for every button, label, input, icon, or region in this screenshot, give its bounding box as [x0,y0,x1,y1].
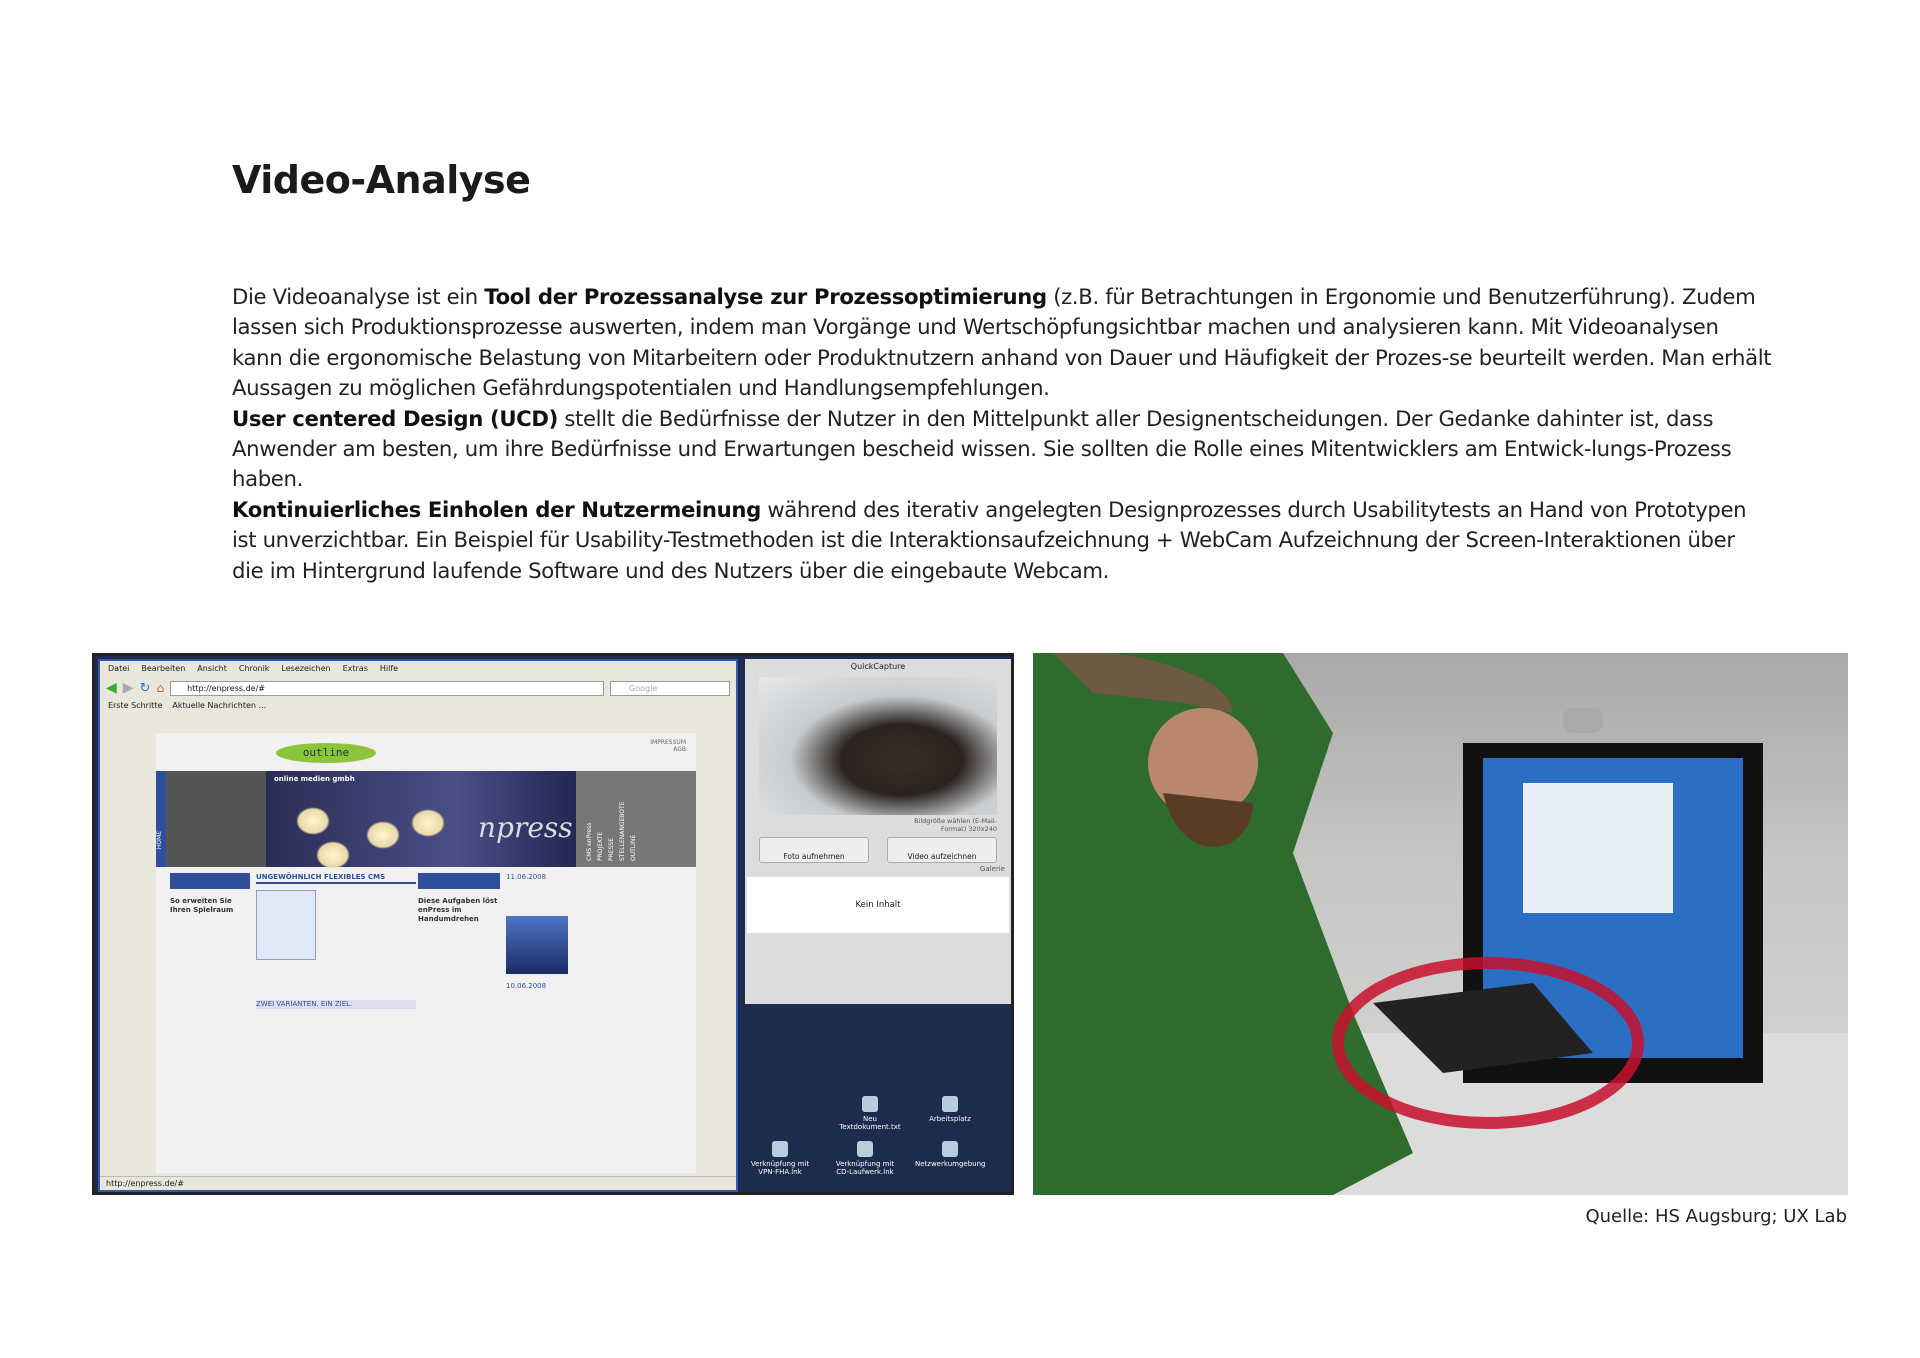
url-field: http://enpress.de/# [170,681,604,696]
menu-lesezeichen: Lesezeichen [281,664,331,673]
nav-stellen: STELLENANGEBOTE [619,801,626,861]
video-button: Video aufzeichnen [887,837,997,863]
page-title: Video-Analyse [232,158,531,202]
desktop-icon-label: Arbeitsplatz [929,1115,971,1123]
desktop-icon-label: Netzwerkumgebung [915,1160,986,1168]
nav-projekte: PROJEKTE [597,832,604,861]
webcam-preview [759,677,997,815]
news-column [506,873,576,991]
gallery-empty: Kein Inhalt [747,877,1009,933]
webcam-icon [1563,708,1603,733]
nav-home: HOME [156,831,163,850]
desktop-icon [915,1141,985,1168]
forward-icon: ▶ [122,680,134,696]
back-icon: ◀ [106,680,117,696]
menu-extras: Extras [342,664,368,673]
home-icon: ⌂ [156,681,165,695]
col3-heading: Diese Aufgaben löst enPress im Handumdrehen [418,897,498,923]
bookmark: Aktuelle Nachrichten ... [172,701,267,710]
desktop-icon [745,1141,815,1176]
site-column-2 [256,873,416,1009]
col2-heading: UNGEWÖHNLICH FLEXIBLES CMS [256,873,416,884]
browser-window [98,659,738,1192]
site-column-3 [418,873,500,924]
desktop-icon-label: Neu Textdokument.txt [839,1115,901,1131]
reload-icon: ↻ [139,680,151,696]
col1-heading: So erweiten Sie Ihren Spielraum [170,897,234,914]
col2-subheading: ZWEI VARIANTEN. EIN ZIEL. [256,1000,416,1009]
site-column-1 [170,873,250,915]
desktop-icon [830,1141,900,1176]
site-logo: outline [276,743,376,763]
site-banner [156,771,696,867]
photo-illustration [1033,653,1848,1195]
nav-outline: OUTLINE [630,834,637,861]
p3-text: während des iterativ angelegten Designprozesses durch Usabilitytests an Hand von Prototypen ist unverzichtbar. Ein Beispiel für Usability-Testmethoden ist die Interaktionsaufzeichnung + WebCam Aufzeichnung der Screen-Interaktionen über die im Hintergrund laufende Software und des Nutzers über die eingebaute Webcam. [232,496,1747,583]
bookmarks-bar [100,699,736,715]
quickcapture-title: QuickCapture [850,662,906,671]
gallery-label: Galerie [979,865,1005,873]
bookmark: Erste Schritte [108,701,163,710]
p2-text: stellt die Bedürfnisse der Nutzer in den Mittelpunkt aller Designentscheidungen. Der Gedanke dahinter ist, dass Anwender am besten, um ihre Bedürfnisse und Erwartungen bescheid wissen. Sie sollten die Rolle eines Mitentwicklers am Entwick-lungs-Prozess haben. [232,405,1732,492]
menu-bar [100,661,736,677]
p3-bold: Kontinuierliches Einholen der Nutzermeinung [232,496,761,522]
screen-recording-screenshot [92,653,1014,1195]
link-impressum: IMPRESSUM [650,739,686,746]
nav-toolbar [100,677,736,699]
menu-bearbeiten: Bearbeiten [141,664,186,673]
news-date: 11.06.2008 [506,873,547,881]
photo-button: Foto aufnehmen [759,837,869,863]
brand-logo: npress [478,811,573,844]
menu-datei: Datei [108,664,130,673]
menu-hilfe: Hilfe [379,664,399,673]
company-name: online medien gmbh [274,775,355,783]
desktop-icon [915,1096,985,1123]
p1-bold: Tool der Prozessanalyse zur Prozessoptimierung [484,284,1047,309]
news-date: 10.06.2008 [506,982,547,990]
desktop-icon-label: Verknüpfung mit VPN-FHA.lnk [750,1160,810,1176]
p1-text: (z.B. für Betrachtungen in Ergonomie und Benutzerführung). Zudem lassen sich Produktionsprozesse auswerten, indem man Vorgänge und Wertschöpfungsichtbar machen und analysieren kann. Mit Videoanalysen kann die ergonomische Belastung von Mitarbeitern oder Produktnutzern anhand von Dauer und Häufigkeit der Prozes-se beurteilt werden. Man erhält Aussagen zu möglichen Gefährdungspotentialen und Handlungsempfehlungen. [232,284,1772,401]
desktop-icon [835,1096,905,1131]
size-label: Bildgröße wählen (E-Mail-Format) 320x240 [914,817,997,833]
menu-chronik: Chronik [238,664,270,673]
p2-bold: User centered Design (UCD) [232,405,558,431]
p1-intro: Die Videoanalyse ist ein [232,284,485,309]
quickcapture-window [745,659,1011,1004]
status-bar: http://enpress.de/# [100,1176,736,1190]
vertical-nav [586,775,637,861]
menu-ansicht: Ansicht [197,664,227,673]
top-links [650,739,686,753]
image-source: Quelle: HS Augsburg; UX Lab [1585,1206,1847,1227]
nav-presse: PRESSE [608,838,615,861]
body-text [232,282,1772,586]
search-field: Google [610,681,730,696]
ux-lab-photo [1033,653,1848,1195]
link-agb: AGB [673,746,686,753]
website [156,733,696,1173]
nav-cms: CMS enPress [586,822,593,861]
desktop-icon-label: Verknüpfung mit CD-Laufwerk.lnk [835,1160,895,1176]
